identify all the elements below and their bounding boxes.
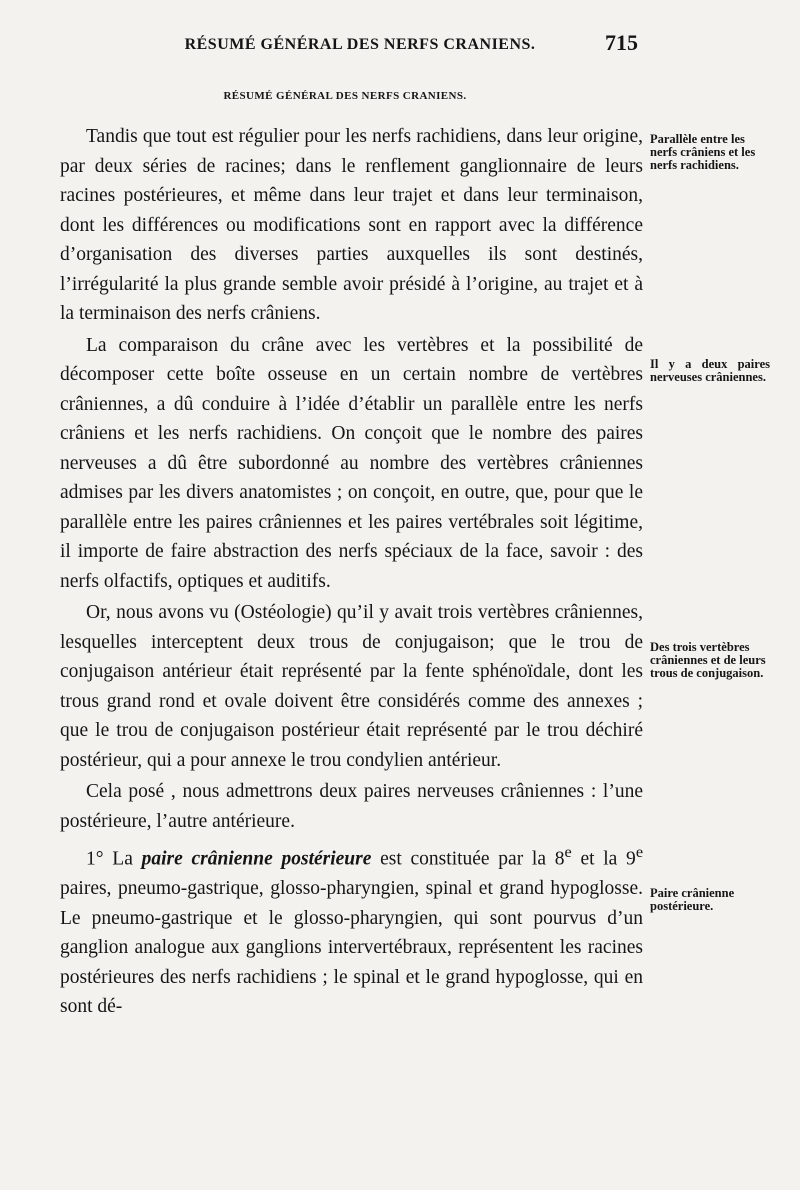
paragraph-4: Cela posé , nous admettrons deux paires nerveuses crâniennes : l’une postérieure, l’autre antérieure. xyxy=(60,781,643,832)
paragraph-number: 1° xyxy=(86,848,104,870)
italic-term: paire crânienne postérieure xyxy=(141,848,372,870)
paragraph-text-3: paires, pneumo-gastrique, glosso-pharyngien, spinal et grand hypoglosse. Le pneumo-gastrique et le glosso-pharyngien, qui sont pourvus d’un ganglion analogue aux ganglions intervertébraux, représentent les racines postérieures des nerfs rachidiens ; le spinal et le grand hypoglosse, qui en sont dé- xyxy=(60,878,643,1017)
section-heading: RÉSUMÉ GÉNÉRAL DES NERFS CRANIENS. xyxy=(223,90,467,102)
margin-note-parallel: Parallèle entre les nerfs crâniens et les nerfs rachidiens. xyxy=(650,132,756,172)
superscript-1: e xyxy=(564,843,572,861)
margin-note-posterior-pair: Paire crânienne postérieure. xyxy=(650,886,735,913)
superscript-2: e xyxy=(635,843,644,861)
paragraph-3: Or, nous avons vu (Ostéologie) qu’il y avait trois vertèbres crâniennes, lesquelles interceptent deux trous de conjugaison; que le trou de conjugaison antérieur était représenté par la fente sphénoïdale, dont les trous grand rond et ovale doivent être considérés comme des annexes ; que le trou de conjugaison postérieur était représenté par le trou déchiré postérieur, qui a pour annexe le trou condylien antérieur. xyxy=(60,602,643,771)
running-title: RÉSUMÉ GÉNÉRAL DES NERFS CRANIENS. xyxy=(184,36,536,53)
paragraph-1: Tandis que tout est régulier pour les nerfs rachidiens, dans leur origine, par deux séries de racines; dans le renflement ganglionnaire de leurs racines postérieures, et même dans leur trajet et dans leur terminaison, dont les différences ou modifications sont en rapport avec la différence d’organisation des diverses parties auxquelles ils sont destinés, l’irrégularité la plus grande semble avoir présidé à l’origine, au trajet et à la terminaison des nerfs crâniens. xyxy=(60,126,643,324)
margin-note-two-pairs: Il y a deux paires nerveuses crâniennes. xyxy=(650,357,770,384)
paragraph-text-2: et la 9 xyxy=(580,848,636,870)
body-text xyxy=(60,122,643,1024)
paragraph-2: La comparaison du crâne avec les vertèbres et la possibilité de décomposer cette boîte osseuse en un certain nombre de vertèbres crâniennes, a dû conduire à l’idée d’établir un parallèle entre les nerfs crâniens et les nerfs rachidiens. On conçoit que le nombre des paires nerveuses a dû être subordonné au nombre des vertèbres crâniennes admises par les divers anatomistes ; on conçoit, en outre, que, pour que le parallèle entre les paires crâniennes et les paires vertébrales soit légitime, il importe de faire abstraction des nerfs spéciaux de la face, savoir : des nerfs olfactifs, optiques et auditifs. xyxy=(60,334,643,592)
paragraph-text-1: est constituée par la 8 xyxy=(380,848,565,870)
margin-note-three-vertebrae: Des trois vertèbres crâniennes et de leurs trous de conjugaison. xyxy=(650,640,766,680)
paragraph-5 xyxy=(60,838,643,1022)
page-number: 715 xyxy=(605,30,638,55)
paragraph-intro: La xyxy=(112,848,133,870)
